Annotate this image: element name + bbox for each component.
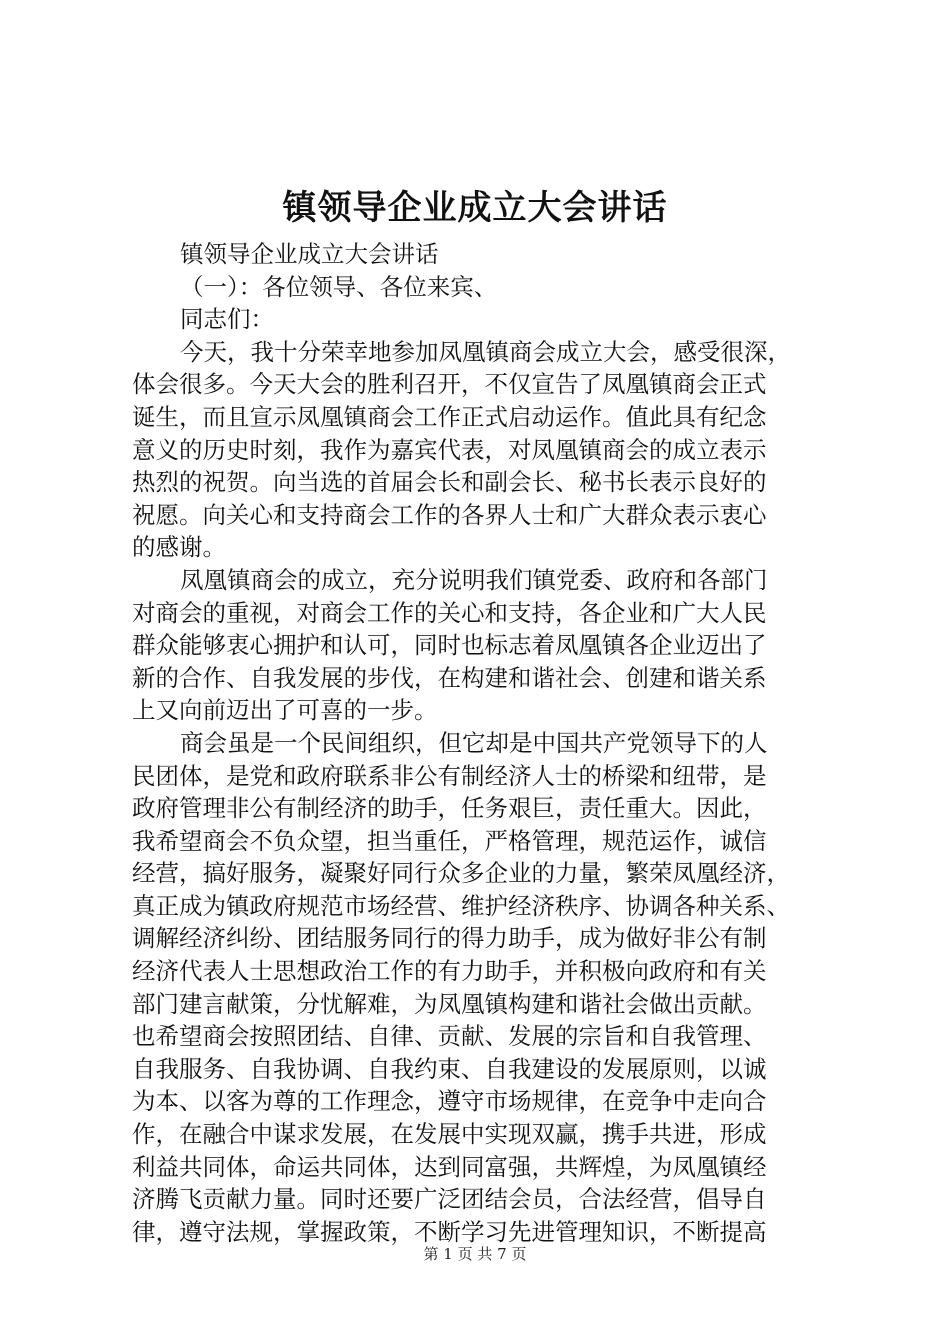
text-line: 真正成为镇政府规范市场经营、维护经济秩序、协调各种关系、 <box>132 891 790 920</box>
text-line: 的感谢。 <box>132 533 226 562</box>
text-line: 经营，搞好服务，凝聚好同行众多企业的力量，繁荣凤凰经济， <box>132 859 790 888</box>
text-line: 新的合作、自我发展的步伐，在构建和谐社会、创建和谐关系 <box>132 663 767 692</box>
text-line: 祝愿。向关心和支持商会工作的各界人士和广大群众表示衷心 <box>132 500 767 529</box>
text-line: 律，遵守法规，掌握政策，不断学习先进管理知识，不断提高 <box>132 1217 767 1246</box>
text-line: 凤凰镇商会的成立，充分说明我们镇党委、政府和各部门 <box>180 565 768 594</box>
text-line: 我希望商会不负众望，担当重任，严格管理，规范运作，诚信 <box>132 826 767 855</box>
text-line: 也希望商会按照团结、自律、贡献、发展的宗旨和自我管理、 <box>132 1022 767 1051</box>
text-line: 上又向前迈出了可喜的一步。 <box>132 696 438 725</box>
document-body <box>132 238 844 1248</box>
page-footer: 第 1 页 共 7 页 <box>423 1245 527 1263</box>
text-line: 自我服务、自我协调、自我约束、自我建设的发展原则，以诚 <box>132 1054 767 1083</box>
text-line: 为本、以客为尊的工作理念，遵守市场规律，在竞争中走向合 <box>132 1087 767 1116</box>
text-line: 政府管理非公有制经济的助手，任务艰巨，责任重大。因此， <box>132 794 767 823</box>
text-line: 诞生，而且宣示凤凰镇商会工作正式启动运作。值此具有纪念 <box>132 402 767 431</box>
text-line: 意义的历史时刻，我作为嘉宾代表，对凤凰镇商会的成立表示 <box>132 435 767 464</box>
text-line: 群众能够衷心拥护和认可，同时也标志着凤凰镇各企业迈出了 <box>132 631 767 660</box>
text-line: 调解经济纠纷、团结服务同行的得力助手，成为做好非公有制 <box>132 924 767 953</box>
text-line: 经济代表人士思想政治工作的有力助手，并积极向政府和有关 <box>132 957 767 986</box>
text-line: 部门建言献策，分忧解难，为凤凰镇构建和谐社会做出贡献。 <box>132 989 767 1018</box>
text-line: 镇领导企业成立大会讲话 <box>180 240 439 268</box>
text-line: 对商会的重视，对商会工作的关心和支持，各企业和广大人民 <box>132 598 767 627</box>
text-line: （一）：各位领导、各位来宾、 <box>180 272 498 301</box>
text-line: 民团体，是党和政府联系非公有制经济人士的桥梁和纽带，是 <box>132 761 767 790</box>
text-line: 作，在融合中谋求发展，在发展中实现双赢，携手共进，形成 <box>132 1120 767 1149</box>
text-line: 同志们： <box>180 305 274 334</box>
text-line: 体会很多。今天大会的胜利召开，不仅宣告了凤凰镇商会正式 <box>132 370 767 399</box>
text-line: 今天，我十分荣幸地参加凤凰镇商会成立大会，感受很深， <box>180 337 791 366</box>
text-line: 济腾飞贡献力量。同时还要广泛团结会员，合法经营，倡导自 <box>132 1185 767 1214</box>
text-line: 利益共同体，命运共同体，达到同富强，共辉煌，为凤凰镇经 <box>132 1152 767 1181</box>
text-line: 热烈的祝贺。向当选的首届会长和副会长、秘书长表示良好的 <box>132 468 767 497</box>
document-title: 镇领导企业成立大会讲话 <box>282 188 668 228</box>
text-line: 商会虽是一个民间组织，但它却是中国共产党领导下的人 <box>180 728 768 757</box>
